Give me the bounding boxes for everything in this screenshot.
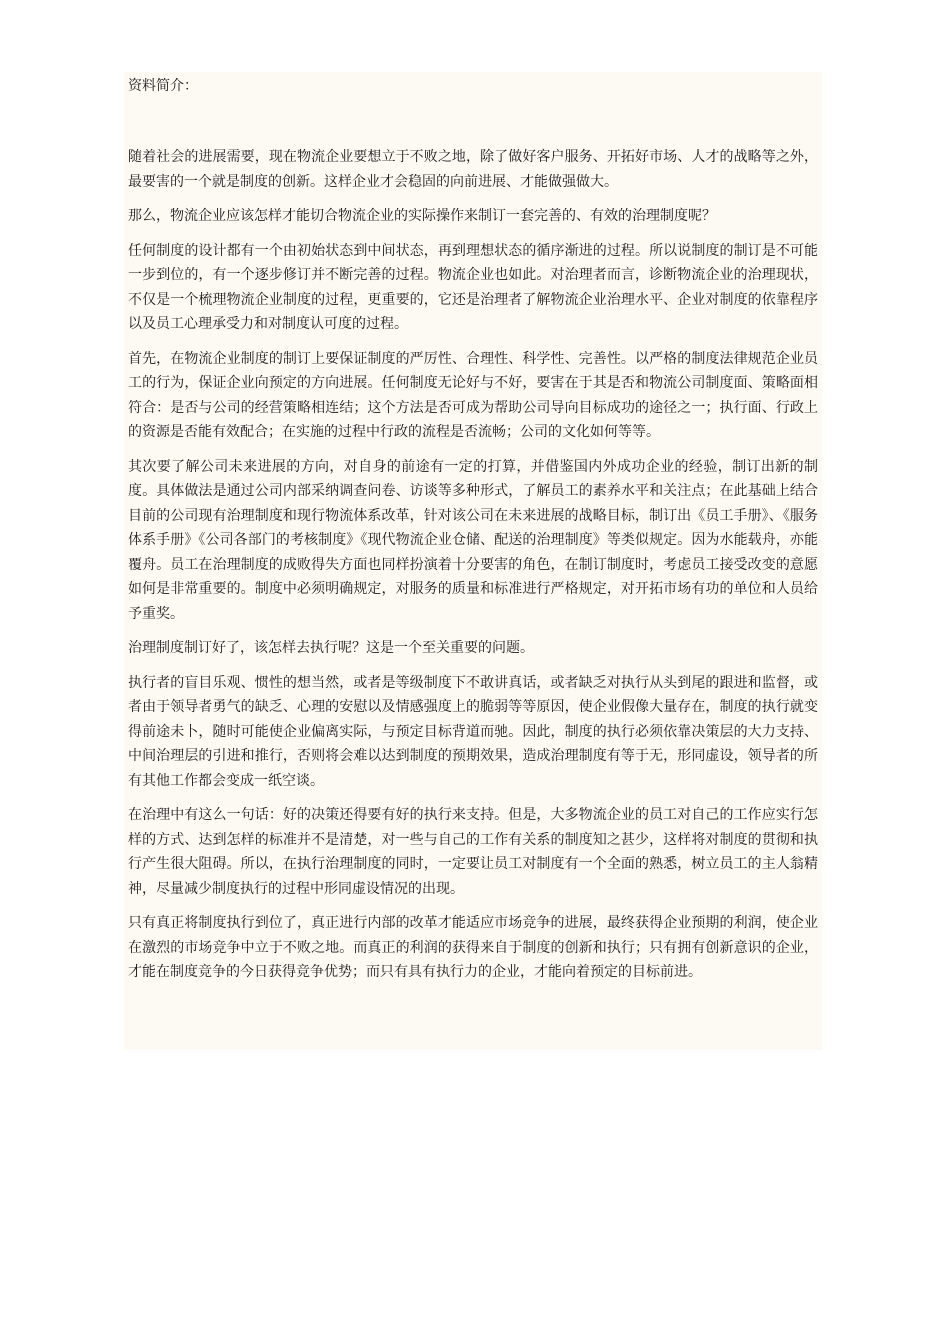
paragraph-8: 在治理中有这么一句话：好的决策还得要有好的执行来支持。但是，大多物流企业的员工对自己的工作应实行怎样的方式、达到怎样的标准并不是清楚，对一些与自己的工作有关系的制度知之甚少，这样将对制度的贯彻和执行产生很大阻碍。所以，在执行治理制度的同时，一定要让员工对制度有一个全面的熟悉，树立员工的主人翁精神，尽量减少制度执行的过程中形同虚设情况的出现。 <box>128 807 818 897</box>
paragraph-1: 随着社会的进展需要，现在物流企业要想立于不败之地，除了做好客户服务、开拓好市场、人才的战略等之外，最要害的一个就是制度的创新。这样企业才会稳固的向前进展、才能做强做大。 <box>128 149 818 190</box>
paragraph-6: 治理制度制订好了，该怎样去执行呢？这是一个至关重要的问题。 <box>128 640 534 656</box>
paragraph-4: 首先，在物流企业制度的制订上要保证制度的严厉性、合理性、科学性、完善性。以严格的制度法律规范企业员工的行为，保证企业向预定的方向进展。任何制度无论好与不好，要害在于其是否和物流公司制度面、策略面相符合：是否与公司的经营策略相连结；这个方法是否可成为帮助公司导向目标成功的途径之一；执行面、行政上的资源是否能有效配合；在实施的过程中行政的流程是否流畅；公司的文化如何等等。 <box>128 350 818 440</box>
paragraph-9: 只有真正将制度执行到位了，真正进行内部的改革才能适应市场竞争的进展，最终获得企业预期的利润，使企业在激烈的市场竞争中立于不败之地。而真正的利润的获得来自于制度的创新和执行；只有拥有创新意识的企业，才能在制度竞争的今日获得竞争优势；而只有具有执行力的企业，才能向着预定的目标前进。 <box>128 915 818 980</box>
paragraph-3: 任何制度的设计都有一个由初始状态到中间状态，再到理想状态的循序渐进的过程。所以说制度的制订是不可能一步到位的，有一个逐步修订并不断完善的过程。物流企业也如此。对治理者而言，诊断物流企业的治理现状，不仅是一个梳理物流企业制度的过程，更重要的，它还是治理者了解物流企业治理水平、企业对制度的依靠程序以及员工心理承受力和对制度认可度的过程。 <box>128 242 818 332</box>
document-body <box>128 145 818 995</box>
document-heading: 资料简介： <box>128 78 198 94</box>
paragraph-7: 执行者的盲目乐观、惯性的想当然，或者是等级制度下不敢讲真话，或者缺乏对执行从头到尾的跟进和监督，或者由于领导者勇气的缺乏、心理的安慰以及情感强度上的脆弱等等原因，使企业假像大量存在，制度的执行就变得前途未卜，随时可能使企业偏离实际，与预定目标背道而驰。因此，制度的执行必须依靠决策层的大力支持、中间治理层的引进和推行，否则将会难以达到制度的预期效果，造成治理制度有等于无，形同虚设，领导者的所有其他工作都会变成一纸空谈。 <box>128 674 818 789</box>
paragraph-5: 其次要了解公司未来进展的方向，对自身的前途有一定的打算，并借鉴国内外成功企业的经验，制订出新的制度。具体做法是通过公司内部采纳调查问卷、访谈等多种形式，了解员工的素养水平和关注点；在此基础上结合目前的公司现有治理制度和现行物流体系改革，针对该公司在未来进展的战略目标，制订出《员工手册》、《服务体系手册》《公司各部门的考核制度》《现代物流企业仓储、配送的治理制度》等类似规定。因为水能载舟，亦能覆舟。员工在治理制度的成败得失方面也同样扮演着十分要害的角色，在制订制度时，考虑员工接受改变的意愿如何是非常重要的。制度中必须明确规定，对服务的质量和标准进行严格规定，对开拓市场有功的单位和人员给予重奖。 <box>128 458 818 622</box>
paragraph-2: 那么，物流企业应该怎样才能切合物流企业的实际操作来制订一套完善的、有效的治理制度呢？ <box>128 208 716 224</box>
